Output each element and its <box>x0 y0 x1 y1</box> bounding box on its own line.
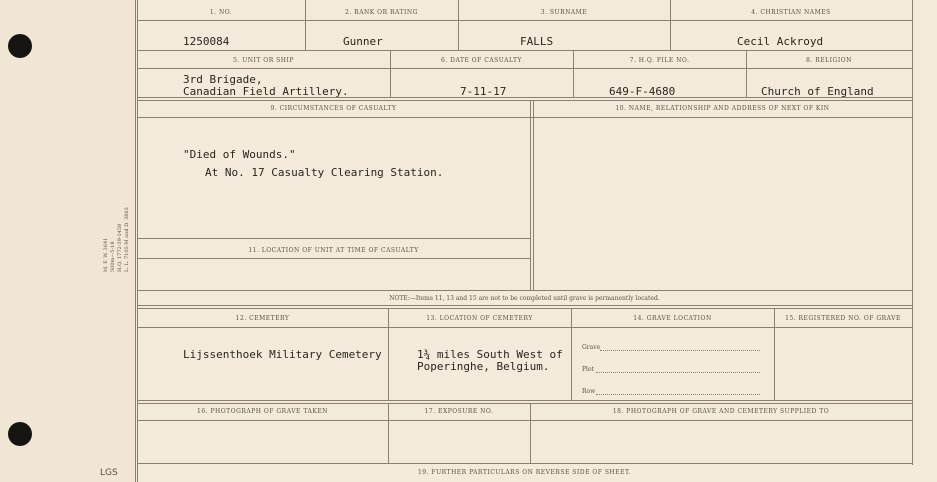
header-circumstances: 9. CIRCUMSTANCES OF CASUALTY <box>270 105 397 112</box>
rule <box>137 20 912 21</box>
header-unit: 5. UNIT OR SHIP <box>233 57 294 64</box>
rule <box>137 290 912 291</box>
value-religion: Church of England <box>761 85 874 98</box>
rule <box>137 50 912 51</box>
header-no: 1. NO. <box>209 9 233 16</box>
header-location-unit: 11. LOCATION OF UNIT AT TIME OF CASUALTY <box>248 247 419 254</box>
value-rank: Gunner <box>343 35 383 48</box>
rule <box>137 258 530 259</box>
header-further-particulars: 19. FURTHER PARTICULARS ON REVERSE SIDE OF SHEET. <box>417 469 632 476</box>
header-next-of-kin: 10. NAME, RELATIONSHIP AND ADDRESS OF NEXT OF KIN <box>615 105 830 112</box>
rule <box>137 308 912 309</box>
header-surname: 3. SURNAME <box>540 9 588 16</box>
rule <box>137 420 912 421</box>
plot-label: Plot <box>582 366 594 373</box>
value-location-cemetery-line2: Poperinghe, Belgium. <box>417 360 550 373</box>
header-religion: 8. RELIGION <box>806 57 852 64</box>
value-hq-file: 649-F-4680 <box>609 85 676 98</box>
value-date-casualty: 7-11-17 <box>460 85 507 98</box>
header-grave-location: 14. GRAVE LOCATION <box>633 315 712 322</box>
rule <box>458 0 459 50</box>
plot-dots <box>596 372 760 373</box>
header-photo-supplied: 18. PHOTOGRAPH OF GRAVE AND CEMETERY SUPPLIED TO <box>612 408 830 415</box>
frame-left <box>135 0 136 482</box>
value-cemetery: Lijssenthoek Military Cemetery <box>183 348 382 361</box>
footer-lgs: LGS <box>100 468 118 478</box>
header-rank: 2. RANK OR RATING <box>345 9 418 16</box>
rule <box>305 0 306 50</box>
value-surname: FALLS <box>520 35 554 48</box>
frame-right <box>912 0 913 465</box>
header-cemetery: 12. CEMETERY <box>235 315 290 322</box>
value-unit-line1: 3rd Brigade, <box>183 73 263 86</box>
note: NOTE:—Items 11, 13 and 15 are not to be completed until grave is permanently located. <box>389 295 660 302</box>
rule <box>533 100 534 290</box>
rule <box>137 327 912 328</box>
rule <box>137 305 912 306</box>
punch-hole-top <box>8 34 32 58</box>
value-unit-line2: Canadian Field Artillery. <box>183 85 349 98</box>
rule <box>137 68 912 69</box>
form-number-print: M. F. W. 2641 500m—5-18 H.Q. 1772-39-1458 L. L. 7105-M and D. 3863 <box>103 207 130 272</box>
punch-hole-bottom <box>8 422 32 446</box>
rule <box>137 463 912 464</box>
rule <box>137 117 912 118</box>
header-location-cemetery: 13. LOCATION OF CEMETERY <box>426 315 533 322</box>
header-photo-taken: 16. PHOTOGRAPH OF GRAVE TAKEN <box>197 408 328 415</box>
row-dots <box>596 394 760 395</box>
header-christian-names: 4. CHRISTIAN NAMES <box>751 9 831 16</box>
rule <box>137 403 912 404</box>
rule <box>137 100 912 101</box>
value-circumstances-line2: At No. 17 Casualty Clearing Station. <box>205 166 444 179</box>
header-date-casualty: 6. DATE OF CASUALTY <box>441 57 522 64</box>
header-registered-no: 15. REGISTERED NO. OF GRAVE <box>785 315 901 322</box>
rule <box>137 400 912 401</box>
value-location-cemetery-line1: 1¾ miles South West of <box>417 348 563 361</box>
value-no: 1250084 <box>183 35 230 48</box>
rule <box>137 238 530 239</box>
header-hq-file: 7. H.Q. FILE NO. <box>629 57 690 64</box>
grave-label: Grave <box>582 344 601 351</box>
value-circumstances-line1: "Died of Wounds." <box>183 148 296 161</box>
rule <box>670 0 671 50</box>
rule <box>530 100 531 290</box>
header-exposure: 17. EXPOSURE NO. <box>424 408 494 415</box>
value-christian-names: Cecil Ackroyd <box>737 35 824 48</box>
row-label: Row <box>582 388 596 395</box>
grave-dots <box>600 350 760 351</box>
